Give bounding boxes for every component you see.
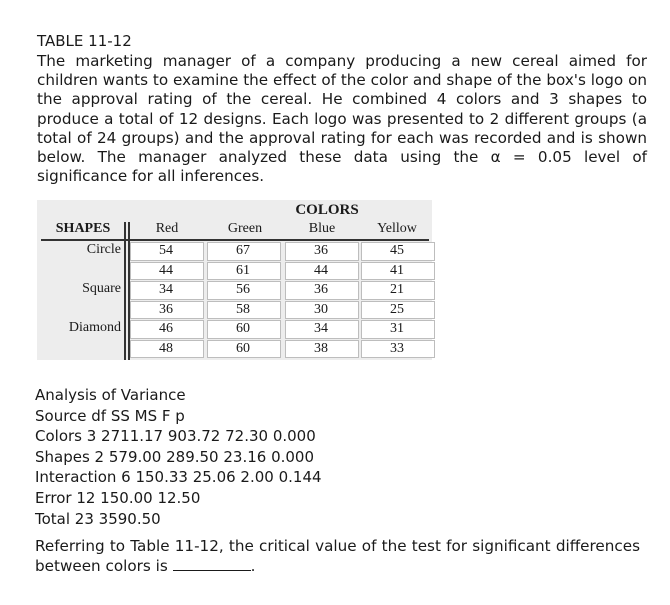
- table-cell: 44: [159, 262, 173, 278]
- question: [35, 537, 640, 576]
- table-cell: 45: [390, 243, 404, 258]
- row-label: Diamond: [68, 320, 121, 335]
- table-cell: 30: [314, 301, 328, 317]
- column-header-blue: Blue: [308, 221, 336, 236]
- table-cell: 33: [390, 340, 404, 356]
- table-cell: 54: [159, 243, 173, 258]
- anova-line: Interaction 6 150.33 25.06 2.00 0.144: [35, 468, 322, 487]
- colors-header: COLORS: [295, 202, 359, 218]
- anova-line: Total 23 3590.50: [35, 509, 161, 528]
- anova-block: [35, 385, 322, 529]
- column-header-red: Red: [155, 221, 179, 236]
- table-cell: 58: [236, 301, 250, 317]
- row-label: Circle: [86, 242, 121, 257]
- table-cell: 61: [236, 262, 250, 278]
- table-cell: 36: [314, 243, 328, 258]
- table-cell: 21: [390, 282, 404, 297]
- row-label: Square: [82, 281, 121, 296]
- table-title: TABLE 11-12: [37, 32, 132, 50]
- table-cell: 60: [236, 321, 250, 336]
- shapes-header: SHAPES: [55, 221, 111, 236]
- table-cell: 41: [390, 262, 404, 278]
- table-cell: 36: [159, 301, 173, 317]
- column-header-green: Green: [227, 221, 263, 236]
- table-cell: 44: [314, 262, 328, 278]
- table-cell: 31: [390, 321, 404, 336]
- intro-paragraph: The marketing manager of a company producing a new cereal aimed for children wants to examine the effect of the color and shape of the box's logo on the approval rating of the cereal. He combined 4 colors and 3 shapes to produce a total of 12 designs. Each logo was presented to 2 different groups (a total of 24 groups) and the approval rating for each was recorded and is shown below. The manager analyzed these data using the α = 0.05 level of significance for all inferences.: [37, 52, 647, 186]
- anova-columns-line: Source df SS MS F p: [35, 406, 185, 425]
- column-header-yellow: Yellow: [377, 221, 417, 236]
- divider-rule: [124, 222, 126, 360]
- table-cell: 46: [159, 321, 173, 336]
- anova-line: Error 12 150.00 12.50: [35, 488, 201, 507]
- table-cell: 25: [390, 301, 404, 317]
- table-cell: 60: [236, 340, 250, 356]
- anova-line: Colors 3 2711.17 903.72 72.30 0.000: [35, 427, 316, 446]
- table-cell: 38: [314, 340, 328, 356]
- table-cell: 34: [159, 282, 173, 297]
- header-rule: [41, 239, 429, 241]
- table-cell: 34: [314, 321, 328, 336]
- table-cell: 36: [314, 282, 328, 297]
- table-cell: 56: [236, 282, 250, 297]
- question-end: .: [250, 557, 256, 575]
- table-cell: 67: [236, 243, 250, 258]
- answer-blank: [173, 556, 251, 571]
- anova-line: Shapes 2 579.00 289.50 23.16 0.000: [35, 447, 315, 466]
- anova-heading: Analysis of Variance: [35, 386, 186, 404]
- table-cell: 48: [159, 340, 173, 356]
- question-text: Referring to Table 11-12, the critical value of the test for significant differences between colors is: [35, 537, 640, 575]
- data-table: [37, 200, 432, 360]
